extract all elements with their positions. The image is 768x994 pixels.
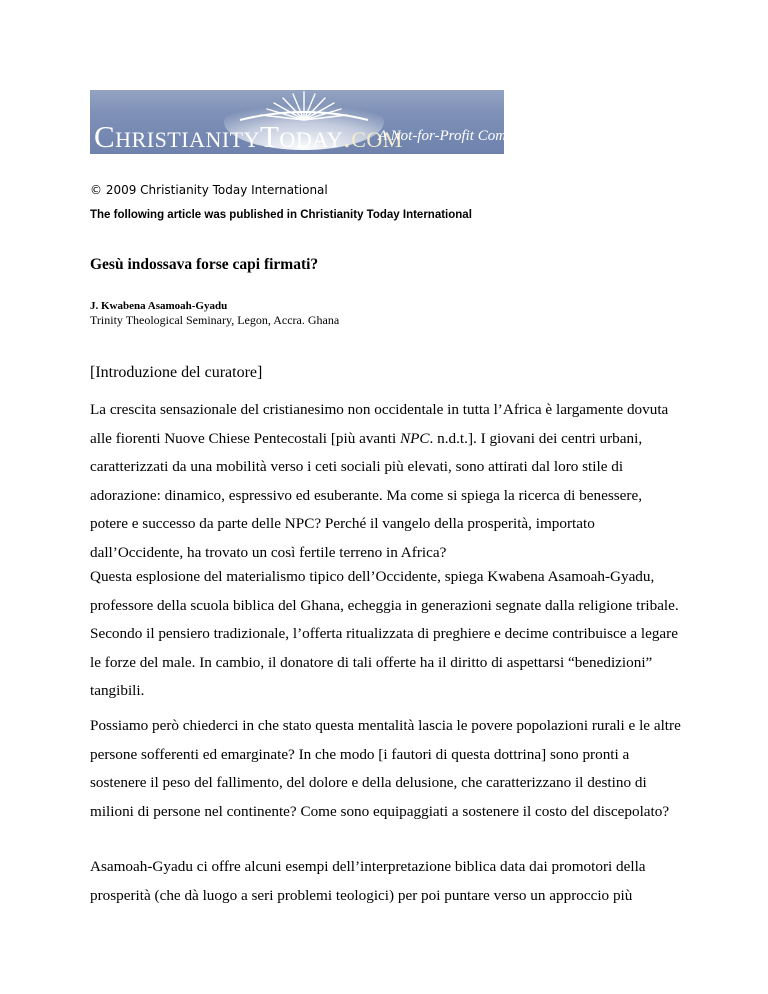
paragraph-line: Asamoah-Gyadu ci offre alcuni esempi dell’interpretazione biblica data dai promotori della [90, 858, 646, 875]
paragraph-line-part: . n.d.t.]. I giovani dei centri urbani, [429, 429, 643, 447]
paragraph-1 [90, 396, 690, 567]
paragraph-line [90, 425, 690, 454]
christianity-today-banner [90, 90, 532, 154]
intro-heading: [Introduzione del curatore] [90, 364, 263, 381]
paragraph-line: le forze del male. In cambio, il donatore di tali offerte ha il diritto di aspettarsi “benedizioni” [90, 653, 653, 671]
brand-suffix: .com [342, 119, 403, 154]
paragraph-line: prosperità (che dà luogo a seri problemi teologici) per poi puntare verso un approccio più [90, 886, 633, 904]
paragraph-line: caratterizzati da una mobilità verso i ceti sociali più elevati, sono attirati dal loro stile di [90, 458, 624, 475]
brand-tagline: A Not-for-Profit Commun [378, 128, 532, 144]
paragraph-line: sostenere il peso del fallimento, del dolore e della delusione, che caratterizzano il destino di [90, 774, 647, 791]
author-affiliation: Trinity Theological Seminary, Legon, Accra. Ghana [90, 313, 340, 327]
paragraph-line: Questa esplosione del materialismo tipico dell’Occidente, spiega Kwabena Asamoah-Gyadu, [90, 568, 655, 585]
brand-main: ChristianityToday [94, 119, 343, 154]
article-title: Gesù indossava forse capi firmati? [90, 256, 319, 273]
paragraph-4 [90, 853, 690, 910]
publication-note: The following article was published in Christianity Today International [90, 209, 472, 221]
paragraph-line: dall’Occidente, ha trovato un così fertile terreno in Africa? [90, 543, 447, 561]
paragraph-line: potere e successo da parte delle NPC? Perché il vangelo della prosperità, importato [90, 515, 595, 532]
paragraph-line: Possiamo però chiederci in che stato questa mentalità lascia le povere popolazioni rurali e le altre [90, 717, 681, 734]
paragraph-line: milioni di persone nel continente? Come sono equipaggiati a sostenere il costo del discepolato? [90, 802, 670, 820]
article-author: J. Kwabena Asamoah-Gyadu [90, 300, 228, 312]
paragraph-3 [90, 712, 690, 826]
copyright-notice: © 2009 Christianity Today International [90, 183, 328, 197]
paragraph-line: La crescita sensazionale del cristianesimo non occidentale in tutta l’Africa è largamente dovuta [90, 401, 669, 418]
brand-wordmark [94, 119, 403, 155]
paragraph-line: professore della scuola biblica del Ghana, echeggia in generazioni segnate dalla religione tribale. [90, 596, 679, 614]
paragraph-line: tangibili. [90, 682, 145, 699]
paragraph-line: adorazione: dinamico, espressivo ed esuberante. Ma come si spiega la ricerca di benessere, [90, 486, 643, 504]
paragraph-line: Secondo il pensiero tradizionale, l’offerta ritualizzata di preghiere e decime contribuisce a legare [90, 625, 678, 642]
npc-abbreviation: NPC [400, 429, 430, 447]
paragraph-2 [90, 563, 690, 706]
paragraph-line: persone sofferenti ed emarginate? In che modo [i fautori di questa dottrina] sono pronti a [90, 745, 630, 763]
paragraph-line-part: alle fiorenti Nuove Chiese Pentecostali [più avanti [90, 429, 400, 447]
